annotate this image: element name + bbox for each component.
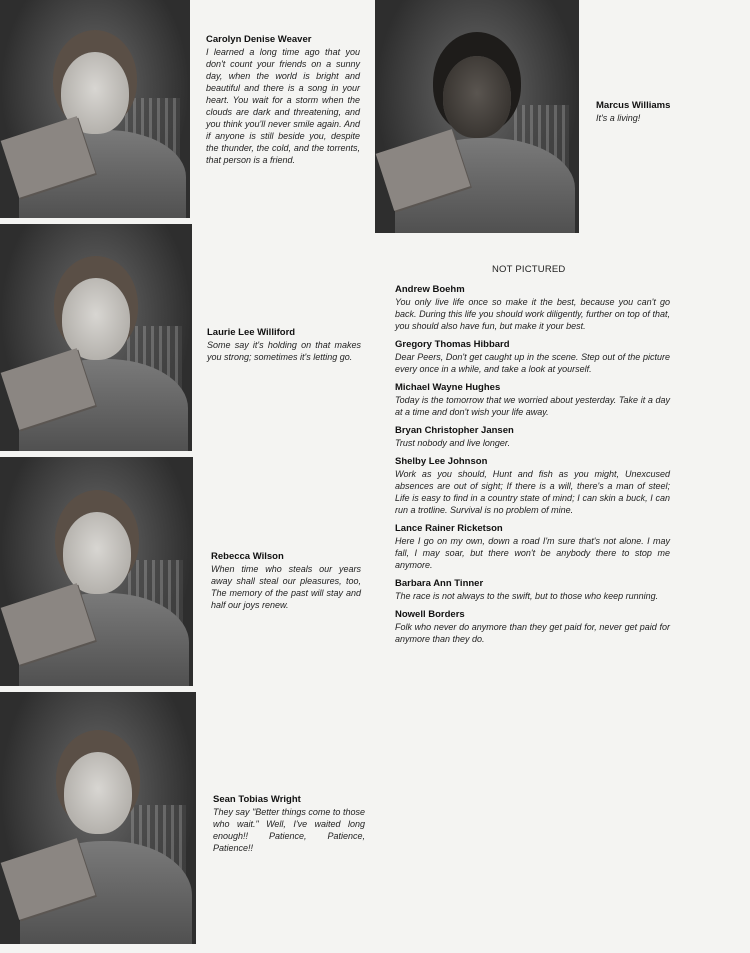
portrait-marcus-williams bbox=[375, 0, 579, 233]
student-name: Andrew Boehm bbox=[395, 284, 465, 295]
student-name: Marcus Williams bbox=[596, 100, 671, 111]
student-name: Michael Wayne Hughes bbox=[395, 382, 501, 393]
student-name: Shelby Lee Johnson bbox=[395, 456, 488, 467]
portrait-laurie-williford bbox=[0, 224, 192, 451]
student-name: Laurie Lee Williford bbox=[207, 327, 296, 338]
not-pictured-list bbox=[395, 284, 670, 652]
student-name: Carolyn Denise Weaver bbox=[206, 34, 312, 45]
list-item bbox=[395, 456, 670, 516]
student-name: Lance Rainer Ricketson bbox=[395, 523, 503, 534]
student-name: Nowell Borders bbox=[395, 609, 465, 620]
list-item bbox=[395, 284, 670, 332]
student-quote: Work as you should, Hunt and fish as you might, Unexcused absences are out of sight; If there is a will, there's a man of steel; Life is easy to find in a country state of mind; I can skin a buck, I can run a trotline. Survival is no problem of mine. bbox=[395, 469, 670, 515]
student-quote: I learned a long time ago that you don't count your friends on a sunny day, when the world is bright and beautiful and there is a song in your heart. You wait for a storm when the clouds are dark and threatening, and you think you'll never smile again. And if anyone is still beside you, despite the thunder, the cold, and the torrents, that person is a friend. bbox=[206, 47, 360, 165]
student-quote: When time who steals our years away shall steal our pleasures, too, The memory of the past will stay and half our joys renew. bbox=[211, 564, 361, 610]
entry-marcus-williams bbox=[596, 100, 726, 124]
student-name: Rebecca Wilson bbox=[211, 551, 284, 562]
entry-rebecca-wilson bbox=[211, 551, 361, 611]
student-name: Barbara Ann Tinner bbox=[395, 578, 484, 589]
student-name: Sean Tobias Wright bbox=[213, 794, 301, 805]
student-quote: Folk who never do anymore than they get paid for, never get paid for anymore than they do. bbox=[395, 622, 670, 644]
student-quote: Here I go on my own, down a road I'm sure that's not alone. I may fall, I may soar, but there won't be anybody there to stop me anymore. bbox=[395, 536, 670, 570]
portrait-sean-wright bbox=[0, 692, 196, 944]
entry-sean-wright bbox=[213, 794, 365, 854]
student-quote: Dear Peers, Don't get caught up in the scene. Step out of the picture every once in a while, and take a look at yourself. bbox=[395, 352, 670, 374]
entry-carolyn-weaver bbox=[206, 34, 360, 166]
student-quote: They say "Better things come to those who wait." Well, I've waited long enough!! Patience, Patience, Patience!! bbox=[213, 807, 365, 853]
list-item bbox=[395, 425, 670, 449]
student-quote: Some say it's holding on that makes you strong; sometimes it's letting go. bbox=[207, 340, 361, 362]
list-item bbox=[395, 523, 670, 571]
student-quote: Trust nobody and live longer. bbox=[395, 438, 511, 448]
portrait-carolyn-weaver bbox=[0, 0, 190, 218]
entry-laurie-williford bbox=[207, 327, 361, 363]
list-item bbox=[395, 609, 670, 645]
student-quote: It's a living! bbox=[596, 113, 641, 123]
portrait-rebecca-wilson bbox=[0, 457, 193, 686]
list-item bbox=[395, 578, 670, 602]
not-pictured-heading: NOT PICTURED bbox=[492, 264, 566, 275]
student-name: Gregory Thomas Hibbard bbox=[395, 339, 510, 350]
student-name: Bryan Christopher Jansen bbox=[395, 425, 514, 436]
list-item bbox=[395, 382, 670, 418]
list-item bbox=[395, 339, 670, 375]
student-quote: The race is not always to the swift, but to those who keep running. bbox=[395, 591, 659, 601]
student-quote: You only live life once so make it the best, because you can't go back. During this life you should work diligently, further on top of that, you should also have fun, but make it your best. bbox=[395, 297, 670, 331]
student-quote: Today is the tomorrow that we worried about yesterday. Take it a day at a time and don't wish your life away. bbox=[395, 395, 670, 417]
